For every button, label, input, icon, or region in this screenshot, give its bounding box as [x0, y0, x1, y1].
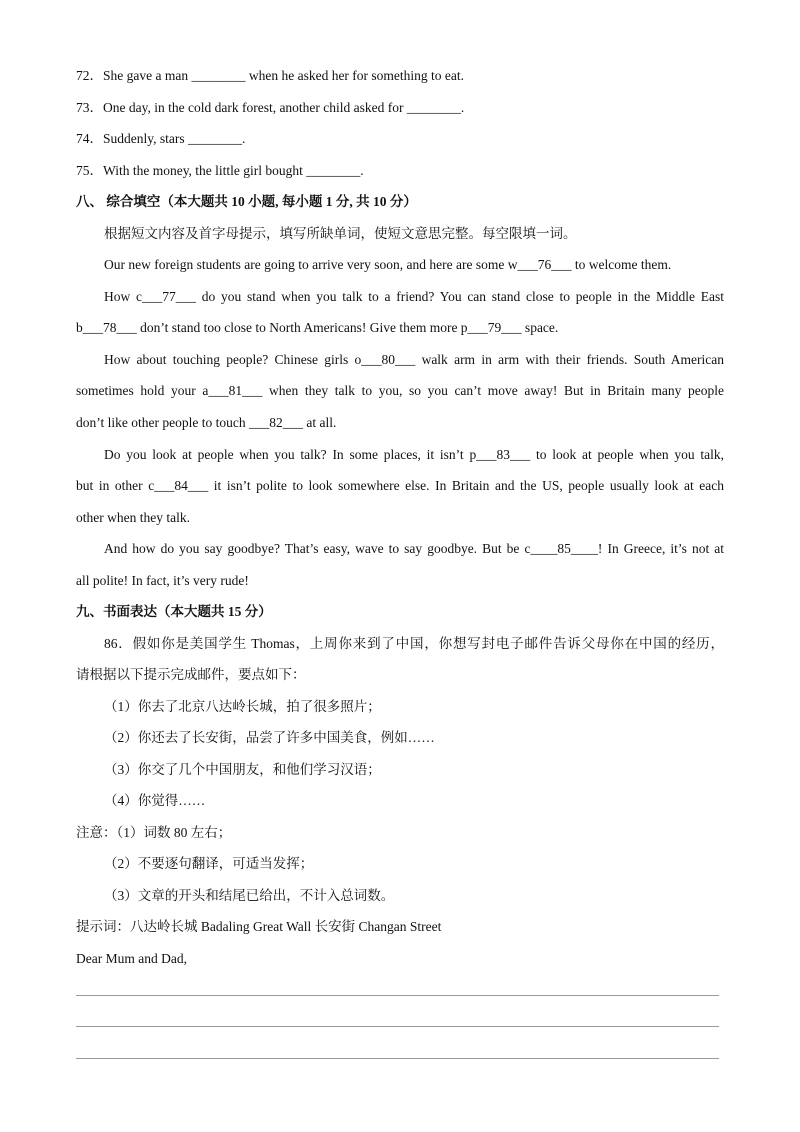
answer-line[interactable] — [76, 1058, 719, 1059]
passage-line: other when they talk. — [76, 510, 190, 525]
passage-line: all polite! In fact, it’s very rude! — [76, 573, 249, 588]
hint-words: 提示词：八达岭长城 Badaling Great Wall 长安街 Changan Street — [76, 919, 442, 934]
question-72: 72．She gave a man ________ when he asked her for something to eat. — [76, 68, 465, 83]
question-75: 75．With the money, the little girl bought ________. — [76, 163, 364, 178]
question-73: 73．One day, in the cold dark forest, another child asked for ________. — [76, 100, 465, 115]
writing-prompt: 86．假如你是美国学生 Thomas，上周你来到了中国，你想写封电子邮件告诉父母你在中国的经历， — [104, 636, 724, 651]
section-8-title: 八、 综合填空（本大题共 10 小题, 每小题 1 分, 共 10 分） — [76, 194, 417, 209]
writing-point: （1）你去了北京八达岭长城，拍了很多照片； — [104, 699, 381, 714]
note-item: （3）文章的开头和结尾已给出，不计入总词数。 — [104, 888, 395, 903]
writing-point: （4）你觉得…… — [104, 793, 206, 808]
note-item: （2）不要逐句翻译，可适当发挥； — [104, 856, 314, 871]
passage-line: And how do you say goodbye? That’s easy, wave to say goodbye. But be c____85____! In Greece, it’s not at — [104, 541, 724, 556]
writing-prompt: 请根据以下提示完成邮件，要点如下： — [76, 667, 306, 682]
writing-point: （2）你还去了长安街，品尝了许多中国美食，例如…… — [104, 730, 435, 745]
answer-line[interactable] — [76, 1026, 719, 1027]
passage-line: but in other c___84___ it isn’t polite to look somewhere else. In Britain and the US, people usually look at each — [76, 478, 724, 493]
writing-point: （3）你交了几个中国朋友，和他们学习汉语； — [104, 762, 381, 777]
section-9-title: 九、书面表达（本大题共 15 分） — [76, 604, 272, 619]
passage-line: How about touching people? Chinese girls o___80___ walk arm in arm with their friends. South American — [104, 352, 724, 367]
answer-line[interactable] — [76, 995, 719, 996]
passage-line: How c___77___ do you stand when you talk to a friend? You can stand close to people in the Middle East — [104, 289, 724, 304]
passage-line: don’t like other people to touch ___82___ at all. — [76, 415, 337, 430]
notes-label: 注意：（1）词数 80 左右； — [76, 825, 232, 840]
section-8-instruction: 根据短文内容及首字母提示，填写所缺单词，使短文意思完整。每空限填一词。 — [104, 226, 577, 241]
letter-greeting: Dear Mum and Dad, — [76, 951, 187, 966]
passage-line: Our new foreign students are going to arrive very soon, and here are some w___76___ to welcome them. — [104, 257, 672, 272]
passage-line: Do you look at people when you talk? In some places, it isn’t p___83___ to look at people when you talk, — [104, 447, 724, 462]
passage-line: sometimes hold your a___81___ when they talk to you, so you can’t move away! But in Britain many people — [76, 383, 724, 398]
passage-line: b___78___ don’t stand too close to North Americans! Give them more p___79___ space. — [76, 320, 559, 335]
question-74: 74．Suddenly, stars ________. — [76, 131, 246, 146]
